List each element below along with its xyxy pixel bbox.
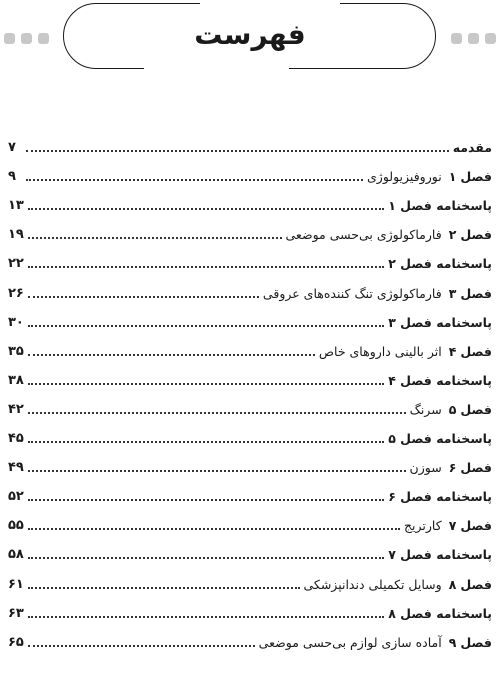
- toc-entry[interactable]: [8, 165, 492, 185]
- toc-page-number: ۳۰: [8, 314, 24, 330]
- toc-chapter-number: ۷: [448, 518, 457, 534]
- toc-page-number: ۵۵: [8, 518, 24, 534]
- toc-entry[interactable]: [8, 427, 492, 447]
- toc-chapter-label: پاسخنامه فصل ۳: [388, 314, 492, 330]
- dot-leader: [28, 296, 259, 298]
- dot-leader: [28, 557, 384, 559]
- toc-entry-title: [259, 635, 492, 651]
- toc-chapter-label: پاسخنامه فصل ۶: [388, 489, 492, 505]
- toc-entry-title: [388, 431, 492, 447]
- toc-entry[interactable]: [8, 340, 492, 360]
- toc-chapter-label: پاسخنامه فصل ۵: [388, 431, 492, 446]
- toc-chapter-label: فصل: [460, 285, 492, 301]
- toc-page-number: ۹: [8, 169, 16, 185]
- toc-entry[interactable]: [8, 573, 492, 593]
- toc-chapter-title: وسایل تکمیلی دندانپزشکی: [303, 576, 442, 592]
- toc-chapter-label: فصل: [460, 634, 492, 650]
- dot-leader: [28, 528, 400, 530]
- toc-entry-title: [388, 256, 492, 272]
- toc-chapter-label: مقدمه: [452, 140, 492, 155]
- toc-page-number: ۶۱: [8, 576, 24, 592]
- toc-entry[interactable]: [8, 398, 492, 418]
- toc-entry-title: [286, 227, 493, 243]
- toc-entry[interactable]: [8, 282, 492, 302]
- toc-chapter-title: نوروفیزیولوژی: [367, 169, 442, 185]
- dot-leader: [28, 645, 255, 647]
- toc-chapter-number: ۱: [448, 169, 457, 185]
- dot-leader: [28, 412, 406, 414]
- toc-entry[interactable]: [8, 369, 492, 389]
- toc-chapter-label: فصل: [460, 227, 492, 243]
- dot-leader: [28, 354, 315, 356]
- toc-page-number: ۱۹: [8, 227, 24, 243]
- dot-leader: [28, 470, 406, 472]
- toc-page-number: ۶۳: [8, 605, 24, 621]
- toc-chapter-number: ۵: [448, 401, 457, 417]
- toc-entry[interactable]: [8, 602, 492, 622]
- toc-entry-title: [388, 547, 492, 563]
- toc-page-number: ۷: [8, 140, 16, 155]
- toc-page-number: ۲۲: [8, 256, 24, 272]
- dot-leader: [28, 237, 282, 239]
- toc-entry-title: [388, 489, 492, 505]
- toc-entry-title: [410, 460, 492, 476]
- toc-entry-title: [388, 373, 492, 389]
- toc-page-number: ۳۵: [8, 343, 24, 359]
- dot-leader: [28, 325, 384, 327]
- dot-leader: [28, 441, 384, 443]
- toc-entry[interactable]: [8, 136, 492, 156]
- toc-chapter-label: فصل: [460, 518, 492, 534]
- toc-entry[interactable]: [8, 311, 492, 331]
- toc-chapter-number: ۸: [448, 576, 457, 592]
- toc-entry-title: [263, 286, 492, 302]
- toc-chapter-title: کارتریج: [403, 518, 442, 534]
- toc-entry-title: [388, 606, 492, 622]
- dot-leader: [28, 616, 384, 618]
- toc-chapter-label: فصل: [460, 576, 492, 592]
- dot-leader: [28, 266, 384, 268]
- toc-page-number: ۴۵: [8, 431, 24, 446]
- page-title: فهرست: [194, 18, 306, 51]
- toc-page-number: ۵۲: [8, 489, 24, 505]
- toc-entry[interactable]: [8, 194, 492, 214]
- toc-chapter-title: سرنگ: [409, 401, 442, 417]
- toc-entry-title: [319, 344, 492, 360]
- dot-leader: [28, 208, 384, 210]
- toc-entry[interactable]: [8, 485, 492, 505]
- toc-entry-title: [304, 577, 492, 593]
- toc-chapter-title: اثر بالینی داروهای خاص: [318, 343, 442, 359]
- toc-chapter-label: پاسخنامه فصل ۲: [388, 256, 492, 272]
- toc-chapter-label: پاسخنامه فصل ۱: [388, 198, 492, 214]
- toc-chapter-label: پاسخنامه فصل ۷: [388, 547, 492, 563]
- toc-chapter-title: آماده سازی لوازم بی‌حسی موضعی: [258, 634, 442, 650]
- toc-chapter-label: فصل: [460, 401, 492, 417]
- toc-chapter-number: ۶: [448, 460, 457, 476]
- dot-leader: [28, 383, 384, 385]
- toc-entry[interactable]: [8, 543, 492, 563]
- toc-chapter-number: ۴: [448, 343, 457, 359]
- toc-entry-title: [410, 402, 492, 418]
- toc-entry[interactable]: [8, 223, 492, 243]
- toc-chapter-label: پاسخنامه فصل ۴: [388, 372, 492, 388]
- toc-entry-title: [404, 518, 492, 534]
- toc-chapter-label: فصل: [460, 169, 492, 185]
- toc-entry-title: [388, 315, 492, 331]
- toc-page-number: ۳۸: [8, 372, 24, 388]
- toc-entry[interactable]: [8, 514, 492, 534]
- toc-chapter-label: فصل: [460, 343, 492, 359]
- toc-entry-title: [453, 140, 492, 156]
- toc-chapter-title: سوزن: [409, 460, 442, 476]
- toc-chapter-label: فصل: [460, 460, 492, 476]
- toc-chapter-title: فارماکولوژی تنگ کننده‌های عروقی: [262, 285, 442, 301]
- toc-entry-title: [388, 198, 492, 214]
- toc-entry-title: [367, 169, 492, 185]
- toc-chapter-number: ۳: [448, 285, 457, 301]
- toc-page-number: ۵۸: [8, 547, 24, 563]
- toc-page-number: ۴۲: [8, 401, 24, 417]
- toc-page-number: ۱۳: [8, 198, 24, 214]
- toc-chapter-number: ۲: [448, 227, 457, 243]
- toc-chapter-label: پاسخنامه فصل ۸: [388, 605, 492, 621]
- dot-leader: [28, 587, 300, 589]
- toc-chapter-number: ۹: [448, 634, 457, 650]
- toc-entry[interactable]: [8, 456, 492, 476]
- toc-page-number: ۲۶: [8, 285, 24, 301]
- toc-entry[interactable]: [8, 631, 492, 651]
- dot-leader: [26, 179, 363, 181]
- toc-entry[interactable]: [8, 252, 492, 272]
- toc-page-number: ۶۵: [8, 634, 24, 650]
- toc-page-number: ۴۹: [8, 460, 24, 476]
- toc-chapter-title: فارماکولوژی بی‌حسی موضعی: [285, 227, 442, 243]
- dot-leader: [28, 499, 384, 501]
- dot-leader: [26, 150, 449, 152]
